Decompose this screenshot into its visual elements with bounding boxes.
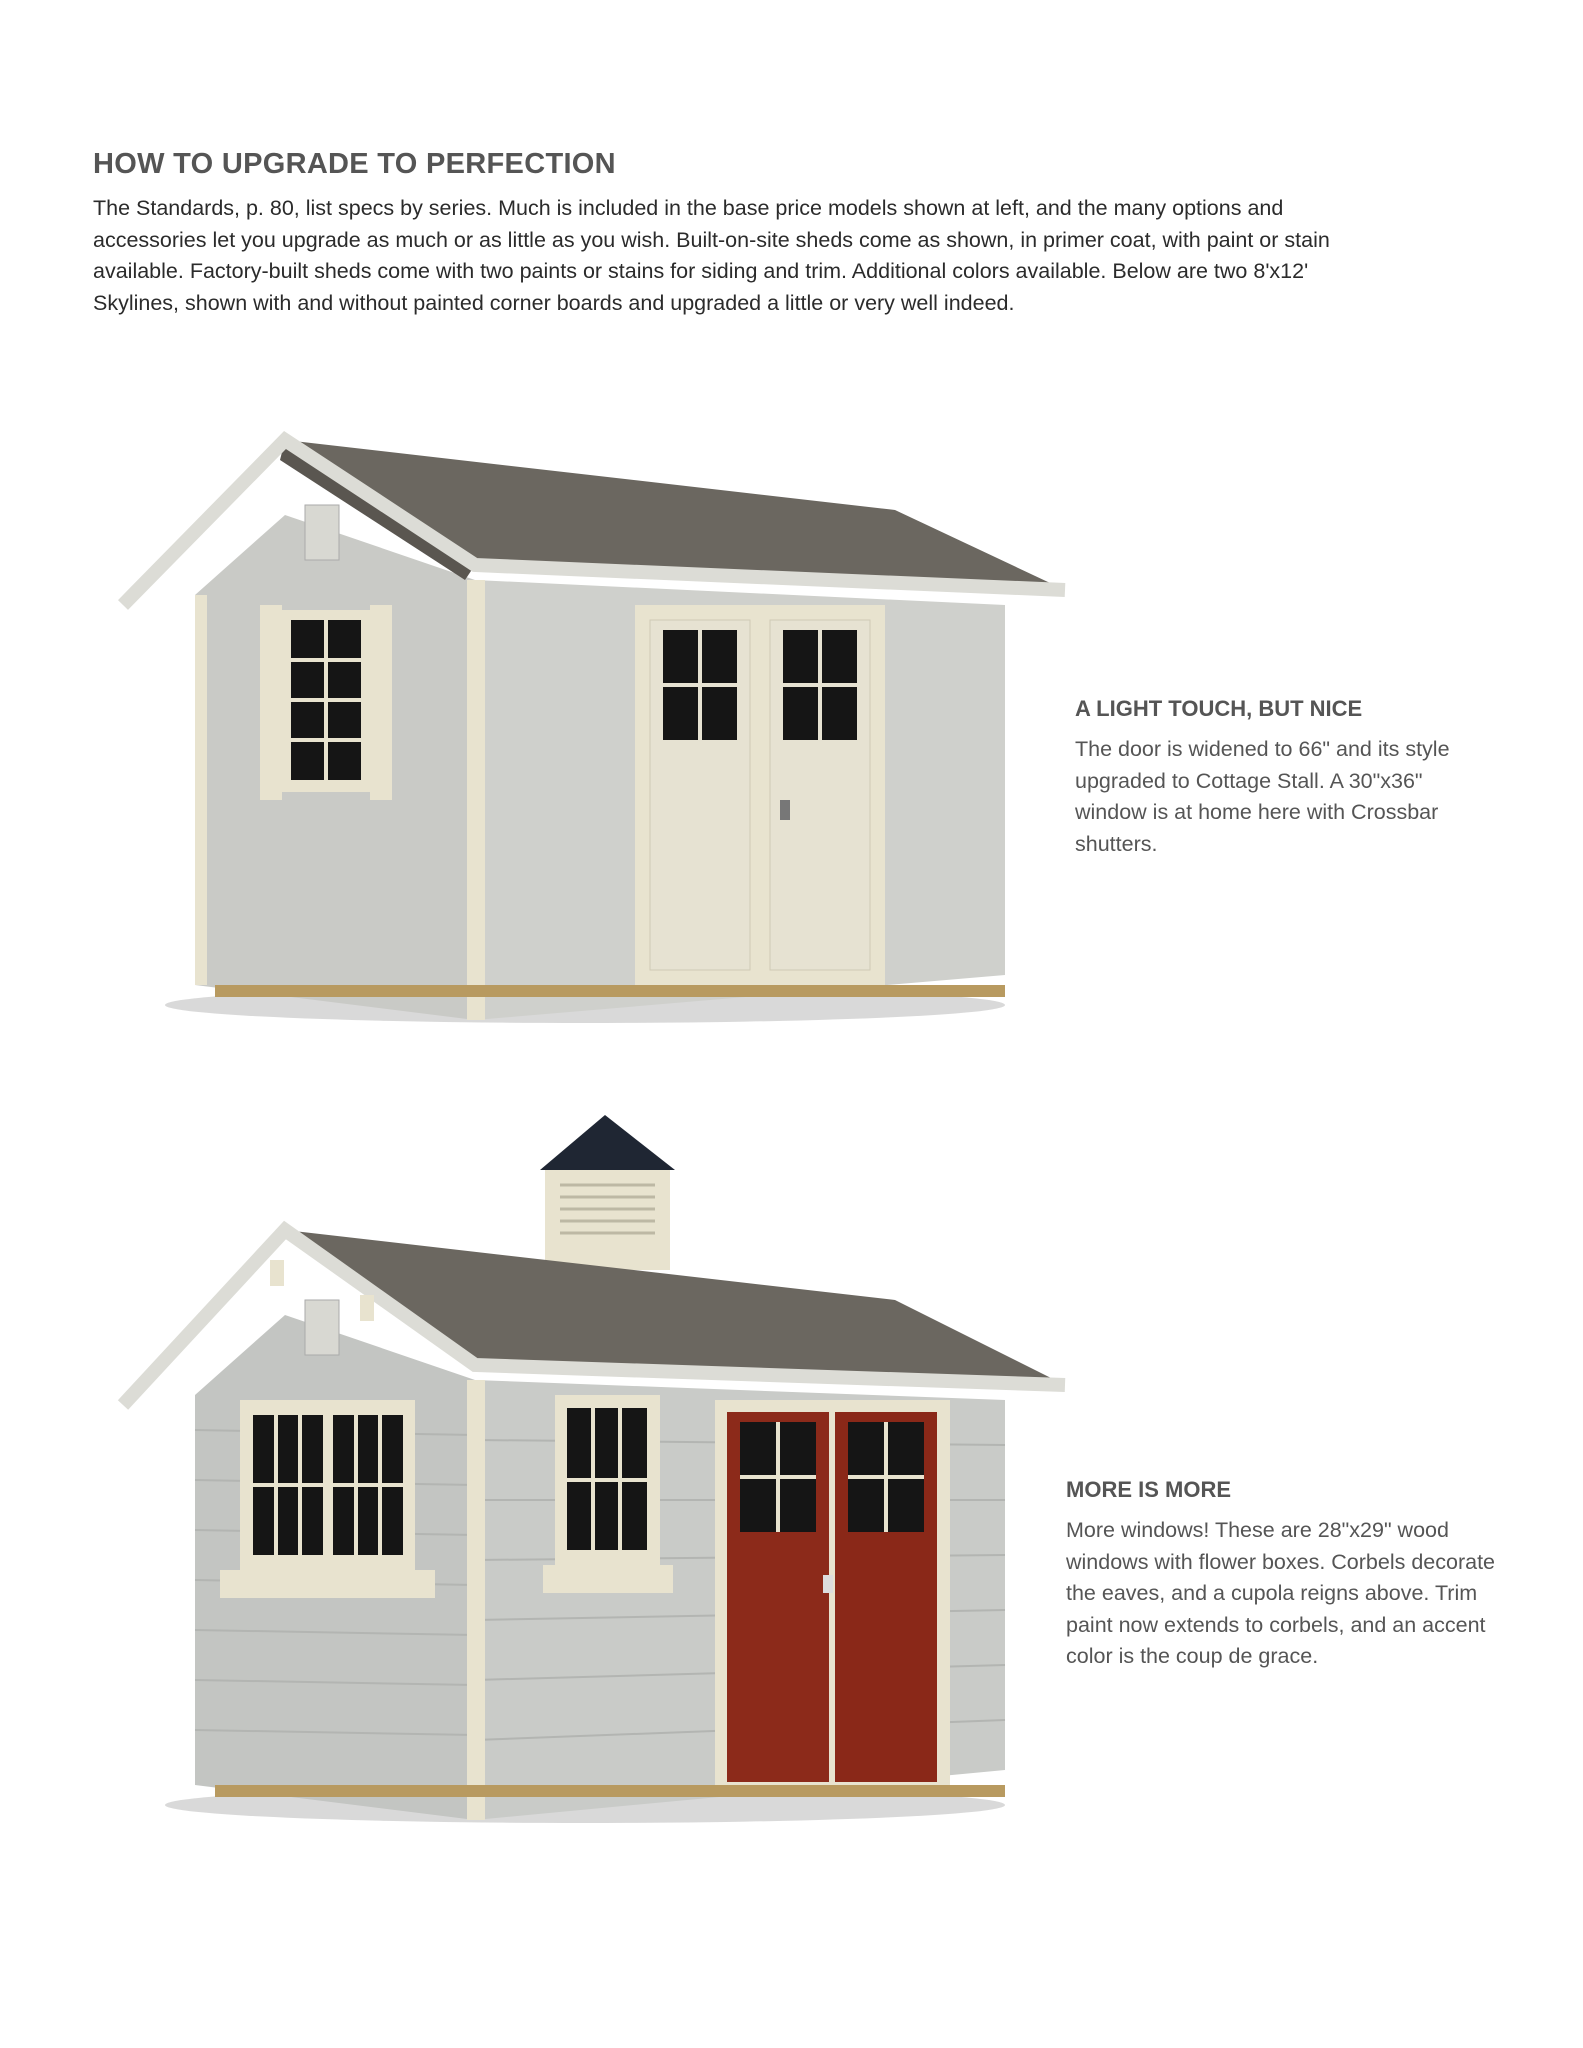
section-light-touch bbox=[1075, 696, 1495, 860]
shed-photo-more-is-more bbox=[115, 1100, 1075, 1860]
section-body: More windows! These are 28"x29" wood windows with flower boxes. Corbels decorate the eaves, and a cupola reigns above. Trim paint now extends to corbels, and an accent color is the coup de grace. bbox=[1066, 1518, 1496, 1668]
section-title: A LIGHT TOUCH, BUT NICE bbox=[1075, 696, 1363, 721]
section-more-is-more bbox=[1066, 1477, 1496, 1673]
section-body: The door is widened to 66" and its style upgraded to Cottage Stall. A 30"x36" window is at home here with Crossbar shutters. bbox=[1075, 737, 1450, 856]
page-title: HOW TO UPGRADE TO PERFECTION bbox=[93, 148, 616, 180]
section-title: MORE IS MORE bbox=[1066, 1477, 1232, 1502]
shed-photo-light-touch bbox=[115, 420, 1075, 1060]
intro-paragraph: The Standards, p. 80, list specs by series. Much is included in the base price models shown at left, and the many options and accessories let you upgrade as much or as little as you wish. Built-on-site sheds come as shown, in primer coat, with paint or stain available. Factory-built sheds come with two paints or stains for siding and trim. Additional colors available. Below are two 8'x12' Skylines, shown with and without painted corner boards and upgraded a little or very well indeed. bbox=[93, 196, 1330, 315]
